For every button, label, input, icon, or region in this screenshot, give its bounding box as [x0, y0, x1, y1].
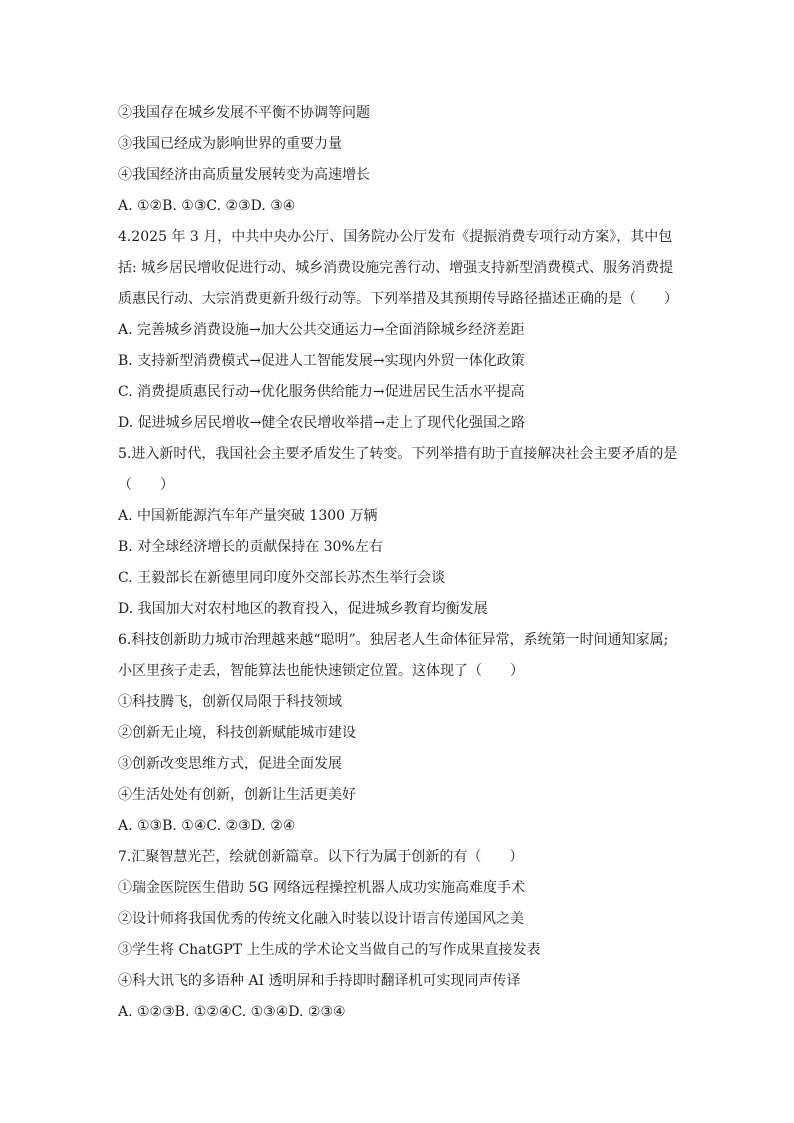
statement-item: ③创新改变思维方式，促进全面发展	[118, 756, 342, 772]
question-stem-line: 质惠民行动、大宗消费更新升级行动等。下列举措及其预期传导路径描述正确的是（ ）	[118, 291, 678, 307]
question-4	[118, 222, 688, 439]
answer-option: A. 完善城乡消费设施→加大公共交通运力→全面消除城乡经济差距	[118, 322, 525, 338]
statement-item: ③学生将 ChatGPT 上生成的学术论文当做自己的写作成果直接发表	[118, 942, 541, 958]
statement-item: ④我国经济由高质量发展转变为高速增长	[118, 167, 370, 183]
question-stem-line: 4.2025 年 3 月，中共中央办公厅、国务院办公厅发布《提振消费专项行动方案》，其中包	[118, 229, 673, 245]
answer-option: B. 对全球经济增长的贡献保持在 30%左右	[118, 539, 383, 555]
exam-page	[118, 98, 688, 1028]
statement-item: ②创新无止境，科技创新赋能城市建设	[118, 725, 356, 741]
answer-option: B. 支持新型消费模式→促进人工智能发展→实现内外贸一体化政策	[118, 353, 525, 369]
question-stem-line: 7.汇聚智慧光芒，绘就创新篇章。以下行为属于创新的有（ ）	[118, 849, 524, 865]
answer-option: D. 促进城乡居民增收→健全农民增收举措→走上了现代化强国之路	[118, 415, 526, 431]
question-stem-line: 小区里孩子走丢，智能算法也能快速锁定位置。这体现了（ ）	[118, 663, 524, 679]
answer-option: C. 王毅部长在新德里同印度外交部长苏杰生举行会谈	[118, 570, 446, 586]
question-stem-line: 5.进入新时代，我国社会主要矛盾发生了转变。下列举措有助于直接解决社会主要矛盾的是	[118, 446, 678, 462]
question-stem-line: （ ）	[118, 477, 174, 493]
question-5	[118, 439, 688, 625]
statement-item: ②我国存在城乡发展不平衡不协调等问题	[118, 105, 370, 121]
answer-options: A. ①③B. ①④C. ②③D. ②④	[118, 818, 296, 834]
answer-options: A. ①②③B. ①②④C. ①③④D. ②③④	[118, 1004, 346, 1020]
answer-option: C. 消费提质惠民行动→优化服务供给能力→促进居民生活水平提高	[118, 384, 525, 400]
statement-item: ④生活处处有创新，创新让生活更美好	[118, 787, 356, 803]
question-3-tail	[118, 98, 688, 222]
question-7	[118, 842, 688, 1028]
question-stem-line: 括: 城乡居民增收促进行动、城乡消费设施完善行动、增强支持新型消费模式、服务消费提	[118, 260, 674, 276]
statement-item: ③我国已经成为影响世界的重要力量	[118, 136, 342, 152]
answer-option: D. 我国加大对农村地区的教育投入，促进城乡教育均衡发展	[118, 601, 488, 617]
statement-item: ④科大讯飞的多语种 AI 透明屏和手持即时翻译机可实现同声传译	[118, 973, 521, 989]
question-stem-line: 6.科技创新助力城市治理越来越“聪明”。独居老人生命体征异常，系统第一时间通知家属;	[118, 632, 669, 648]
statement-item: ①瑞金医院医生借助 5G 网络远程操控机器人成功实施高难度手术	[118, 880, 525, 896]
answer-option: A. 中国新能源汽车年产量突破 1300 万辆	[118, 508, 378, 524]
statement-item: ①科技腾飞，创新仅局限于科技领域	[118, 694, 342, 710]
question-6	[118, 625, 688, 842]
answer-options: A. ①②B. ①③C. ②③D. ③④	[118, 198, 296, 214]
statement-item: ②设计师将我国优秀的传统文化融入时装以设计语言传递国风之美	[118, 911, 524, 927]
